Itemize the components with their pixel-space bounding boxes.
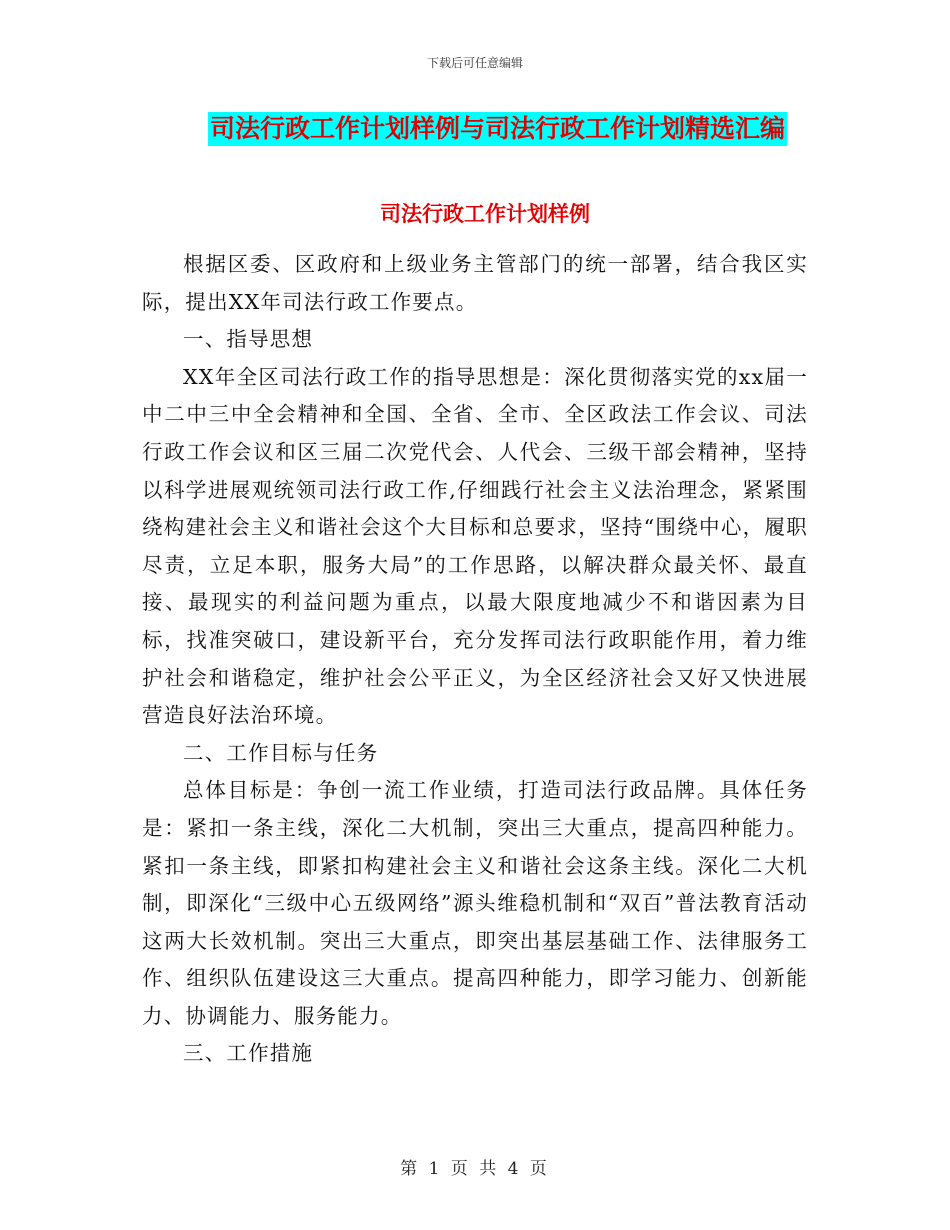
body-text	[142, 246, 808, 1073]
paragraph-goals-tasks: 总体目标是：争创一流工作业绩，打造司法行政品牌。具体任务是：紧扣一条主线，深化二大机制，突出三大重点，提高四种能力。紧扣一条主线，即紧扣构建社会主义和谐社会这条主线。深化二大机制，即深化“三级中心五级网络”源头维稳机制和“双百”普法教育活动这两大长效机制。突出三大重点，即突出基层基础工作、法律服务工作、组织队伍建设这三大重点。提高四种能力，即学习能力、创新能力、协调能力、服务能力。	[142, 778, 808, 1028]
main-title-wrap	[0, 112, 950, 146]
header-note: 下载后可任意编辑	[426, 56, 523, 70]
page-footer: 第 1 页 共 4 页	[400, 1159, 550, 1179]
heading-goals-tasks: 二、工作目标与任务	[183, 740, 379, 765]
heading-measures: 三、工作措施	[183, 1041, 314, 1066]
heading-guiding-thought: 一、指导思想	[183, 327, 314, 352]
sub-title: 司法行政工作计划样例	[380, 202, 590, 226]
main-title: 司法行政工作计划样例与司法行政工作计划精选汇编	[208, 112, 787, 146]
paragraph-intro: 根据区委、区政府和上级业务主管部门的统一部署，结合我区实际，提出XX年司法行政工作要点。	[142, 252, 808, 314]
paragraph-guiding-thought: XX年全区司法行政工作的指导思想是：深化贯彻落实党的xx届一中二中三中全会精神和全国、全省、全市、全区政法工作会议、司法行政工作会议和区三届二次党代会、人代会、三级干部会精神，坚持以科学进展观统领司法行政工作,仔细践行社会主义法治理念，紧紧围绕构建社会主义和谐社会这个大目标和总要求，坚持“围绕中心，履职尽责，立足本职，服务大局”的工作思路，以解决群众最关怀、最直接、最现实的利益问题为重点，以最大限度地减少不和谐因素为目标，找准突破口，建设新平台，充分发挥司法行政职能作用，着力维护社会和谐稳定，维护社会公平正义，为全区经济社会又好又快进展营造良好法治环境。	[142, 364, 808, 728]
